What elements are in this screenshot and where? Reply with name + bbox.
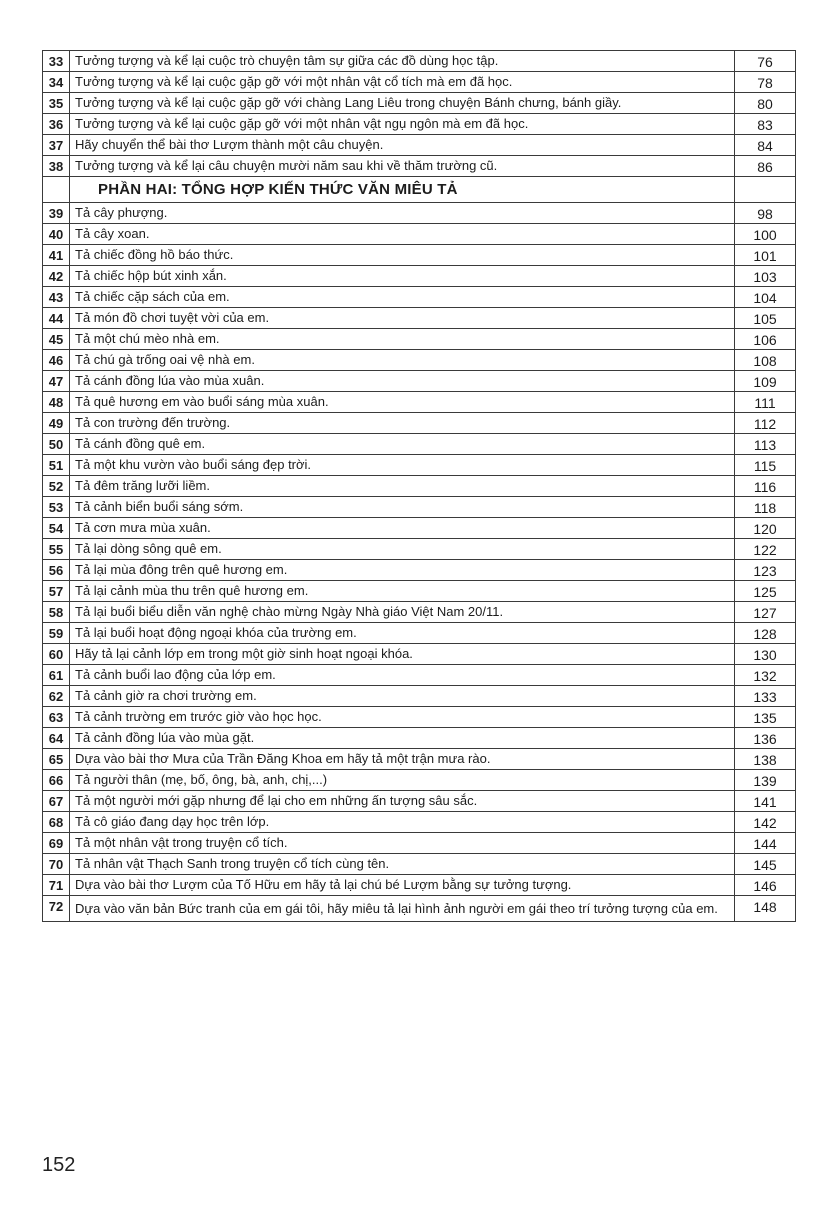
toc-row [43, 224, 796, 245]
toc-row [43, 434, 796, 455]
toc-row-number: 45 [43, 329, 70, 350]
toc-row-page: 109 [735, 371, 796, 392]
toc-row-title: Tưởng tượng và kể lại cuộc trò chuyện tâm sự giữa các đồ dùng học tập. [70, 51, 735, 72]
toc-row [43, 518, 796, 539]
toc-row-title: Tả lại cảnh mùa thu trên quê hương em. [70, 581, 735, 602]
toc-row-title: Tưởng tượng và kể lại câu chuyện mười năm sau khi về thăm trường cũ. [70, 156, 735, 177]
toc-row [43, 476, 796, 497]
toc-row-title: Tả con trường đến trường. [70, 413, 735, 434]
toc-row-page: 132 [735, 665, 796, 686]
toc-row [43, 749, 796, 770]
toc-row-number: 56 [43, 560, 70, 581]
section-heading-row [43, 177, 796, 203]
toc-row [43, 602, 796, 623]
toc-row [43, 728, 796, 749]
toc-row-title: Tả một nhân vật trong truyện cổ tích. [70, 833, 735, 854]
toc-row [43, 854, 796, 875]
toc-row-title: Tả một người mới gặp nhưng để lại cho em những ấn tượng sâu sắc. [70, 791, 735, 812]
toc-row-title: Tả lại mùa đông trên quê hương em. [70, 560, 735, 581]
toc-row-page [735, 177, 796, 203]
toc-row-number: 41 [43, 245, 70, 266]
toc-row-title: Tả cảnh giờ ra chơi trường em. [70, 686, 735, 707]
toc-row-number: 46 [43, 350, 70, 371]
toc-row-number: 52 [43, 476, 70, 497]
toc-row-page: 128 [735, 623, 796, 644]
toc-row-title: Tả quê hương em vào buổi sáng mùa xuân. [70, 392, 735, 413]
toc-row-title: Tả chú gà trống oai vệ nhà em. [70, 350, 735, 371]
toc-row [43, 51, 796, 72]
toc-row-page: 83 [735, 114, 796, 135]
toc-row [43, 455, 796, 476]
toc-row-page: 98 [735, 203, 796, 224]
toc-row-number: 64 [43, 728, 70, 749]
toc-row-number: 40 [43, 224, 70, 245]
toc-row-page: 100 [735, 224, 796, 245]
toc-row-number: 61 [43, 665, 70, 686]
toc-row-page: 103 [735, 266, 796, 287]
toc-row-title: Tả cây phượng. [70, 203, 735, 224]
toc-row [43, 156, 796, 177]
toc-row-number: 54 [43, 518, 70, 539]
toc-row [43, 93, 796, 114]
toc-row [43, 245, 796, 266]
toc-row-page: 122 [735, 539, 796, 560]
toc-row [43, 72, 796, 93]
toc-row-page: 127 [735, 602, 796, 623]
toc-row-title: Tả chiếc đồng hồ báo thức. [70, 245, 735, 266]
toc-row-number: 33 [43, 51, 70, 72]
toc-row [43, 875, 796, 896]
toc-row [43, 114, 796, 135]
toc-row-page: 105 [735, 308, 796, 329]
toc-row-number: 44 [43, 308, 70, 329]
toc-row-page: 141 [735, 791, 796, 812]
toc-row [43, 203, 796, 224]
toc-row [43, 644, 796, 665]
toc-row-page: 130 [735, 644, 796, 665]
toc-row-title: Tả món đồ chơi tuyệt vời của em. [70, 308, 735, 329]
toc-row-number: 35 [43, 93, 70, 114]
toc-row-page: 123 [735, 560, 796, 581]
toc-row-title: Tả cảnh trường em trước giờ vào học học. [70, 707, 735, 728]
toc-row-page: 115 [735, 455, 796, 476]
toc-row-number: 48 [43, 392, 70, 413]
toc-row-title: Tưởng tượng và kể lại cuộc gặp gỡ với chàng Lang Liêu trong chuyện Bánh chưng, bánh giầy. [70, 93, 735, 114]
toc-row [43, 371, 796, 392]
toc-row [43, 791, 796, 812]
toc-row [43, 539, 796, 560]
toc-row-title: Dựa vào bài thơ Mưa của Trần Đăng Khoa em hãy tả một trận mưa rào. [70, 749, 735, 770]
toc-row-title: Tả cánh đồng quê em. [70, 434, 735, 455]
toc-row-title: Tả cảnh đồng lúa vào mùa gặt. [70, 728, 735, 749]
toc-row-number: 65 [43, 749, 70, 770]
toc-row-page: 136 [735, 728, 796, 749]
toc-row-title: Hãy tả lại cảnh lớp em trong một giờ sinh hoạt ngoại khóa. [70, 644, 735, 665]
toc-row-page: 101 [735, 245, 796, 266]
toc-row-number: 49 [43, 413, 70, 434]
toc-row-title: Tả cây xoan. [70, 224, 735, 245]
toc-row [43, 350, 796, 371]
toc-row [43, 308, 796, 329]
toc-row-page: 139 [735, 770, 796, 791]
toc-row-title: Tả lại buổi biểu diễn văn nghệ chào mừng Ngày Nhà giáo Việt Nam 20/11. [70, 602, 735, 623]
toc-row-title: Tả đêm trăng lưỡi liềm. [70, 476, 735, 497]
toc-row-page: 133 [735, 686, 796, 707]
toc-row [43, 413, 796, 434]
page-number: 152 [42, 1154, 76, 1176]
toc-row-number: 63 [43, 707, 70, 728]
toc-row-title: Tưởng tượng và kể lại cuộc gặp gỡ với một nhân vật ngụ ngôn mà em đã học. [70, 114, 735, 135]
toc-row-number: 50 [43, 434, 70, 455]
toc-row-number: 53 [43, 497, 70, 518]
toc-row-title: Hãy chuyển thể bài thơ Lượm thành một câu chuyện. [70, 135, 735, 156]
toc-row-page: 135 [735, 707, 796, 728]
toc-row-page: 112 [735, 413, 796, 434]
toc-row [43, 581, 796, 602]
toc-row-title: PHẦN HAI: TỔNG HỢP KIẾN THỨC VĂN MIÊU TẢ [70, 177, 735, 203]
toc-row [43, 896, 796, 922]
toc-row-title: Tả một chú mèo nhà em. [70, 329, 735, 350]
toc-row-page: 118 [735, 497, 796, 518]
toc-row [43, 686, 796, 707]
toc-row-title: Tả lại dòng sông quê em. [70, 539, 735, 560]
toc-row-number: 37 [43, 135, 70, 156]
toc-row-title: Tả chiếc cặp sách của em. [70, 287, 735, 308]
toc-row-page: 104 [735, 287, 796, 308]
toc-row-title: Tả cánh đồng lúa vào mùa xuân. [70, 371, 735, 392]
toc-row-title: Tả cảnh biển buổi sáng sớm. [70, 497, 735, 518]
toc-row [43, 497, 796, 518]
toc-row-number [43, 177, 70, 203]
toc-row-number: 55 [43, 539, 70, 560]
toc-row-page: 146 [735, 875, 796, 896]
toc-row-page: 111 [735, 392, 796, 413]
toc-row-page: 142 [735, 812, 796, 833]
toc-row-page: 144 [735, 833, 796, 854]
toc-row-title: Tả chiếc hộp bút xinh xắn. [70, 266, 735, 287]
toc-row-page: 138 [735, 749, 796, 770]
toc-row-page: 80 [735, 93, 796, 114]
toc-row-number: 34 [43, 72, 70, 93]
toc-row-title: Tả cô giáo đang dạy học trên lớp. [70, 812, 735, 833]
toc-row-title: Tả người thân (mẹ, bố, ông, bà, anh, chị,...) [70, 770, 735, 791]
toc-row-page: 106 [735, 329, 796, 350]
toc-row [43, 329, 796, 350]
toc-row-page: 120 [735, 518, 796, 539]
toc-row-page: 86 [735, 156, 796, 177]
toc-row-page: 76 [735, 51, 796, 72]
toc-row-number: 58 [43, 602, 70, 623]
toc-row [43, 560, 796, 581]
toc-row-number: 47 [43, 371, 70, 392]
toc-row-title: Tưởng tượng và kể lại cuộc gặp gỡ với một nhân vật cổ tích mà em đã học. [70, 72, 735, 93]
toc-row-number: 66 [43, 770, 70, 791]
toc-row-number: 39 [43, 203, 70, 224]
toc-row-number: 68 [43, 812, 70, 833]
toc-row-page: 113 [735, 434, 796, 455]
toc-row-page: 148 [735, 896, 796, 922]
toc-row-number: 60 [43, 644, 70, 665]
toc-row [43, 135, 796, 156]
toc-row-title: Tả cơn mưa mùa xuân. [70, 518, 735, 539]
toc-row-number: 57 [43, 581, 70, 602]
toc-row [43, 287, 796, 308]
toc-row-number: 70 [43, 854, 70, 875]
toc-row-page: 84 [735, 135, 796, 156]
toc-row [43, 623, 796, 644]
toc-row-page: 108 [735, 350, 796, 371]
toc-row-page: 78 [735, 72, 796, 93]
toc-row-number: 42 [43, 266, 70, 287]
toc-row-title: Tả cảnh buổi lao động của lớp em. [70, 665, 735, 686]
toc-row [43, 665, 796, 686]
toc-row [43, 770, 796, 791]
toc-row [43, 266, 796, 287]
toc-row-number: 36 [43, 114, 70, 135]
toc-row-number: 59 [43, 623, 70, 644]
toc-row-number: 72 [43, 896, 70, 922]
toc-row-page: 145 [735, 854, 796, 875]
toc-row [43, 392, 796, 413]
toc-row-number: 38 [43, 156, 70, 177]
toc-row-number: 43 [43, 287, 70, 308]
toc-row-number: 62 [43, 686, 70, 707]
toc-row-title: Dựa vào bài thơ Lượm của Tố Hữu em hãy tả lại chú bé Lượm bằng sự tưởng tượng. [70, 875, 735, 896]
toc-row [43, 833, 796, 854]
toc-row-title: Dựa vào văn bản Bức tranh của em gái tôi, hãy miêu tả lại hình ảnh người em gái theo trí tưởng tượng của em. [70, 896, 735, 922]
toc-row-title: Tả một khu vườn vào buổi sáng đẹp trời. [70, 455, 735, 476]
toc-row-title: Tả nhân vật Thạch Sanh trong truyện cổ tích cùng tên. [70, 854, 735, 875]
toc-row-number: 51 [43, 455, 70, 476]
table-of-contents [42, 50, 796, 922]
toc-row [43, 707, 796, 728]
toc-row-page: 125 [735, 581, 796, 602]
toc-row-title: Tả lại buổi hoạt động ngoại khóa của trường em. [70, 623, 735, 644]
toc-body [43, 51, 796, 922]
toc-row-number: 69 [43, 833, 70, 854]
toc-row-number: 71 [43, 875, 70, 896]
toc-row-page: 116 [735, 476, 796, 497]
toc-row-number: 67 [43, 791, 70, 812]
toc-row [43, 812, 796, 833]
